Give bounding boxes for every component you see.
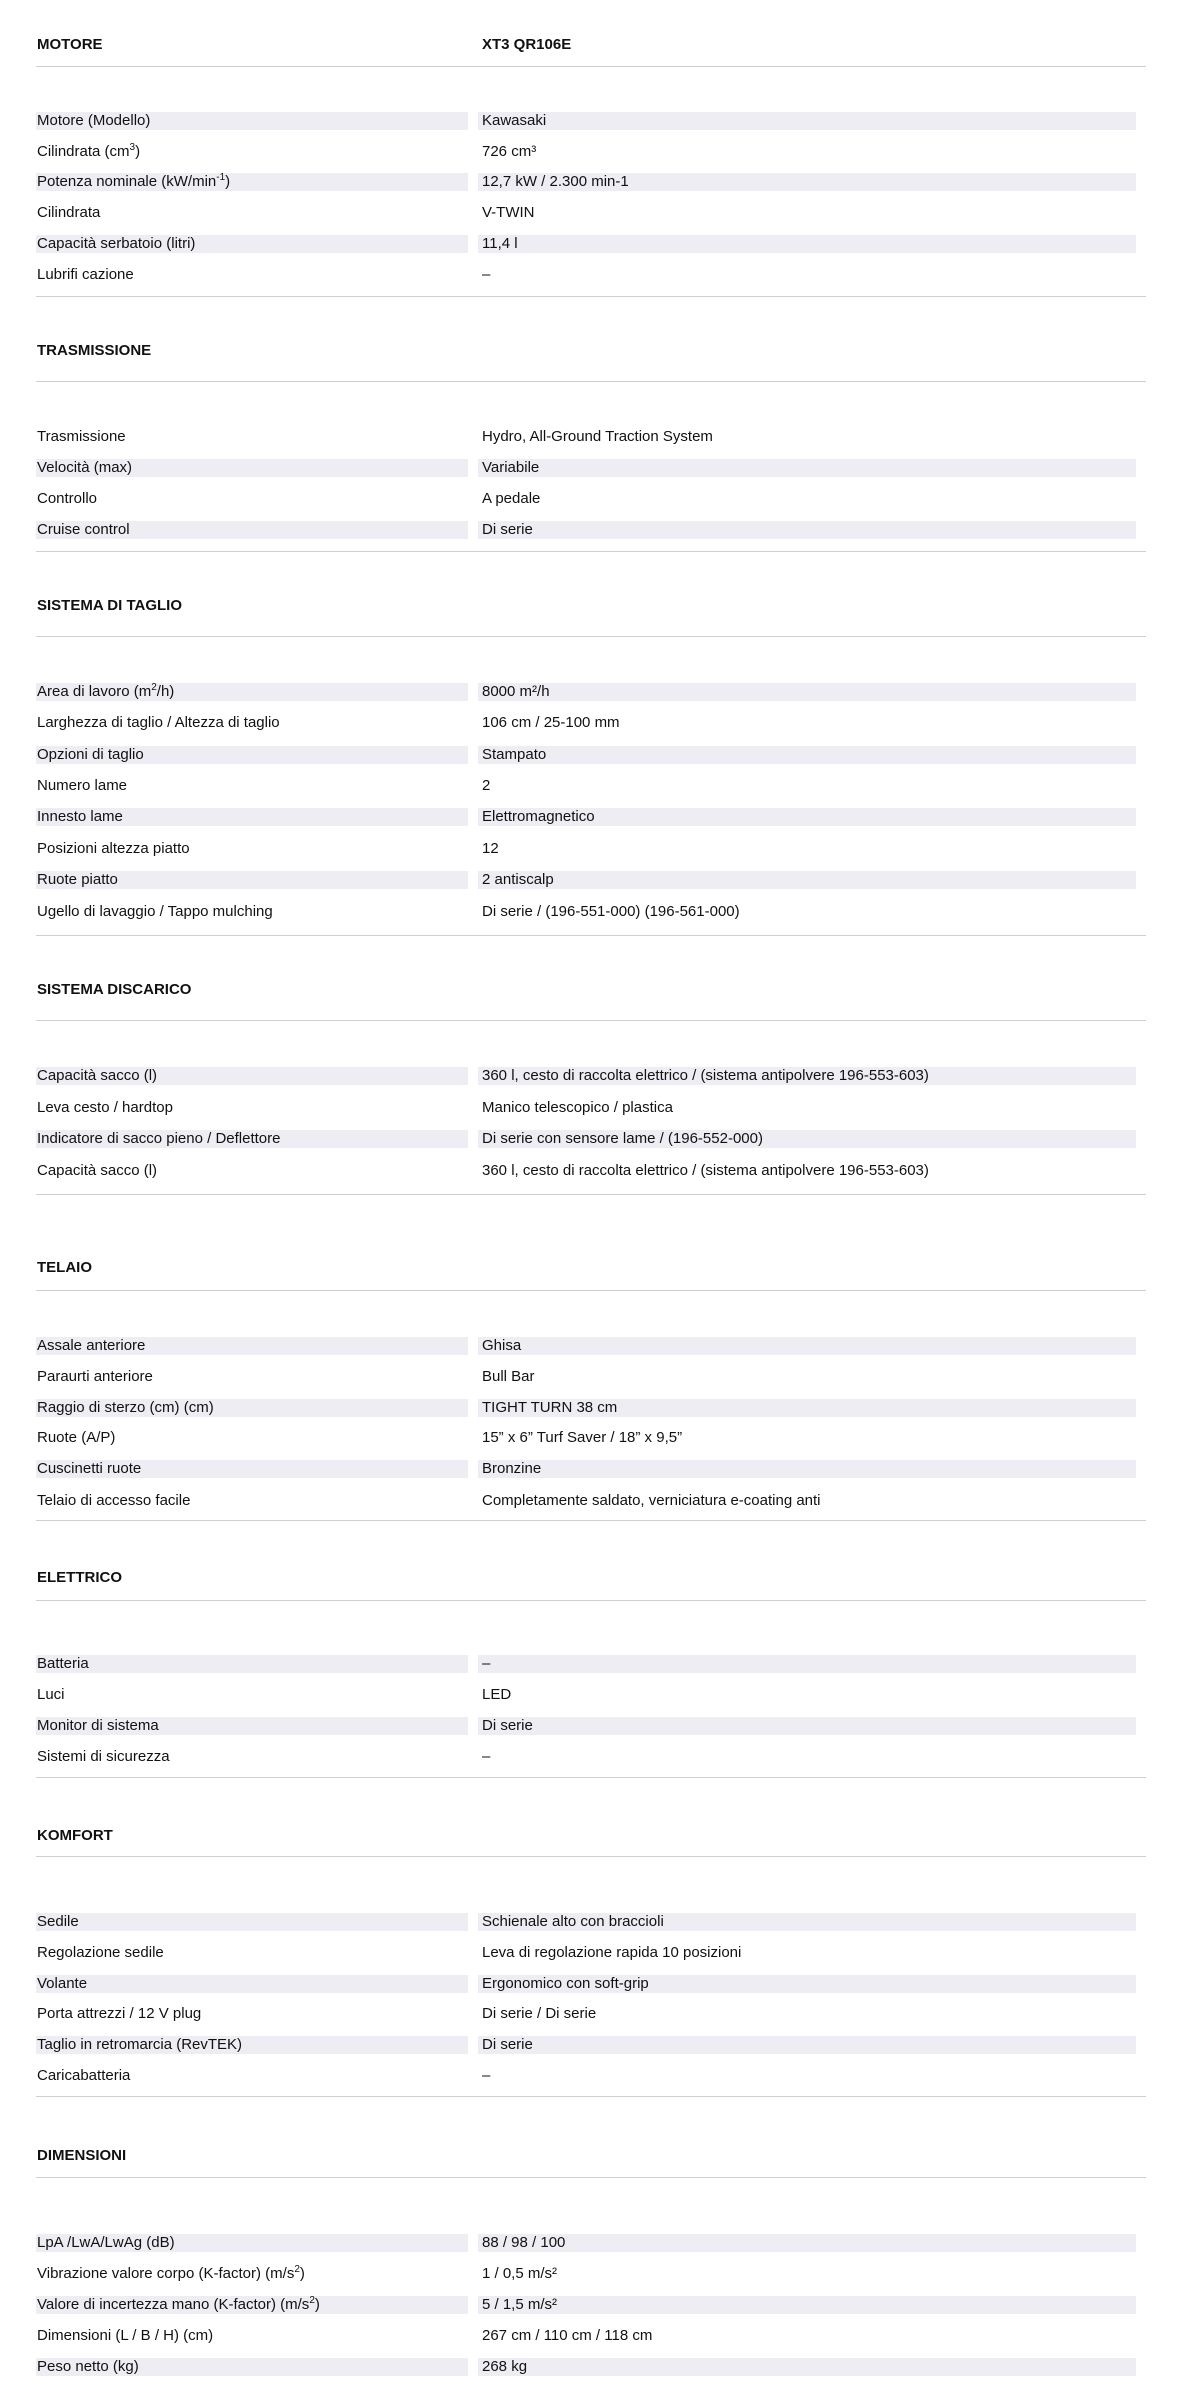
spec-value: Manico telescopico / plastica	[482, 1099, 673, 1116]
spec-label: Valore di incertezza mano (K-factor) $(m/s^2)$	[37, 2295, 320, 2313]
section-header-elettrico	[0, 1567, 1200, 1607]
spec-row	[0, 838, 1200, 860]
spec-value: –	[482, 2067, 491, 2084]
divider	[36, 1020, 1146, 1021]
model-name: XT3 QR106E	[482, 36, 572, 53]
section-title: TELAIO	[37, 1259, 92, 1276]
row-shade	[478, 521, 1136, 539]
divider	[36, 1520, 1146, 1521]
spec-row	[0, 2003, 1200, 2025]
section-title: ELETTRICO	[37, 1569, 122, 1586]
spec-row	[0, 681, 1200, 703]
spec-label: Lubrifi cazione	[37, 266, 134, 283]
row-shade	[478, 2036, 1136, 2054]
row-shade	[36, 1655, 468, 1673]
spec-label: Ugello di lavaggio / Tappo mulching	[37, 903, 273, 920]
spec-row	[0, 1458, 1200, 1480]
spec-value: 360 l, cesto di raccolta elettrico / (sistema antipolvere 196-553-603)	[482, 1162, 929, 1179]
spec-value: Variabile	[482, 459, 540, 476]
spec-value: Hydro, All-Ground Traction System	[482, 428, 713, 445]
spec-value: 88 / 98 / 100	[482, 2234, 566, 2251]
row-shade	[478, 1337, 1136, 1355]
divider	[36, 296, 1146, 297]
row-shade	[478, 1460, 1136, 1478]
spec-label: Regolazione sedile	[37, 1944, 164, 1961]
spec-value: Schienale alto con braccioli	[482, 1913, 664, 1930]
spec-label: Indicatore di sacco pieno / Deflettore	[37, 1130, 281, 1147]
spec-row	[0, 1973, 1200, 1995]
spec-value: Di serie	[482, 2036, 533, 2053]
row-shade	[36, 1975, 468, 1993]
spec-value: TIGHT TURN 38 cm	[482, 1399, 618, 1416]
spec-label: Velocità (max)	[37, 459, 133, 476]
spec-label: Area di lavoro $(m^2/h)$	[37, 682, 175, 700]
spec-value: 8000 m²/h	[482, 683, 550, 700]
spec-label: Monitor di sistema	[37, 1717, 159, 1734]
row-shade	[478, 2358, 1136, 2376]
section-header-trasmissione	[0, 340, 1200, 380]
row-shade	[478, 2234, 1136, 2252]
spec-row	[0, 488, 1200, 510]
spec-row	[0, 1715, 1200, 1737]
spec-row	[0, 1097, 1200, 1119]
spec-value: Di serie	[482, 1717, 533, 1734]
spec-label: Capacità sacco (l)	[37, 1067, 158, 1084]
spec-label: Cruise control	[37, 521, 130, 538]
spec-label: Batteria	[37, 1655, 89, 1672]
spec-row	[0, 1911, 1200, 1933]
spec-label: Raggio di sterzo (cm) (cm)	[37, 1399, 214, 1416]
divider	[36, 636, 1146, 637]
divider	[36, 935, 1146, 936]
spec-label: Ruote (A/P)	[37, 1429, 116, 1446]
spec-value: Kawasaki	[482, 112, 547, 129]
section-title: SISTEMA DI TAGLIO	[37, 597, 182, 614]
spec-row	[0, 519, 1200, 541]
spec-label: Innesto lame	[37, 808, 123, 825]
divider	[36, 2177, 1146, 2178]
spec-value: Di serie	[482, 521, 533, 538]
spec-value: 15” x 6” Turf Saver / 18” x 9,5”	[482, 1429, 683, 1446]
section-header-komfort	[0, 1825, 1200, 1865]
section-header-dimensioni	[0, 2145, 1200, 2185]
section-header-motore	[0, 34, 1200, 74]
spec-row	[0, 233, 1200, 255]
spec-value: 2	[482, 777, 491, 794]
row-shade	[478, 1655, 1136, 1673]
spec-label: Sedile	[37, 1913, 79, 1930]
spec-label: Opzioni di taglio	[37, 746, 144, 763]
spec-label: Cuscinetti ruote	[37, 1460, 142, 1477]
row-shade	[478, 2296, 1136, 2314]
spec-row	[0, 744, 1200, 766]
divider	[36, 2096, 1146, 2097]
spec-row	[0, 1427, 1200, 1449]
spec-label: Capacità sacco (l)	[37, 1162, 158, 1179]
spec-label: Porta attrezzi / 12 V plug	[37, 2005, 202, 2022]
spec-value: Di serie / (196-551-000) (196-561-000)	[482, 903, 740, 920]
spec-label: Potenza nominale $(kW/\min^{-1})$	[37, 172, 231, 190]
spec-row	[0, 2325, 1200, 2347]
spec-row	[0, 901, 1200, 923]
spec-label: Paraurti anteriore	[37, 1368, 153, 1385]
spec-label: Sistemi di sicurezza	[37, 1748, 170, 1765]
row-shade	[478, 871, 1136, 889]
spec-row	[0, 1653, 1200, 1675]
spec-label: Motore (Modello)	[37, 112, 151, 129]
spec-row	[0, 806, 1200, 828]
section-title: DIMENSIONI	[37, 2147, 127, 2164]
spec-label: Ruote piatto	[37, 871, 118, 888]
spec-label: Caricabatteria	[37, 2067, 131, 2084]
spec-label: Dimensioni (L / B / H) (cm)	[37, 2327, 214, 2344]
spec-row	[0, 1366, 1200, 1388]
spec-label: Taglio in retromarcia (RevTEK)	[37, 2036, 243, 2053]
spec-value: 12,7 kW / 2.300 min-1	[482, 173, 629, 190]
spec-value: 267 cm / 110 cm / 118 cm	[482, 2327, 653, 2344]
spec-row	[0, 775, 1200, 797]
spec-label: Trasmissione	[37, 428, 126, 445]
spec-label: Luci	[37, 1686, 65, 1703]
spec-value: Ergonomico con soft-grip	[482, 1975, 649, 1992]
section-title: KOMFORT	[37, 1827, 113, 1844]
spec-row	[0, 1128, 1200, 1150]
spec-row	[0, 2232, 1200, 2254]
row-shade	[36, 1913, 468, 1931]
row-shade	[478, 112, 1136, 130]
spec-value: Stampato	[482, 746, 547, 763]
spec-row	[0, 1942, 1200, 1964]
spec-label: Assale anteriore	[37, 1337, 146, 1354]
row-shade	[478, 683, 1136, 701]
spec-value: A pedale	[482, 490, 541, 507]
spec-value: 2 antiscalp	[482, 871, 554, 888]
spec-value: Elettromagnetico	[482, 808, 595, 825]
spec-label: Larghezza di taglio / Altezza di taglio	[37, 714, 280, 731]
spec-row	[0, 1397, 1200, 1419]
spec-row	[0, 712, 1200, 734]
row-shade	[478, 459, 1136, 477]
spec-row	[0, 2294, 1200, 2316]
spec-label: Controllo	[37, 490, 98, 507]
spec-row	[0, 1746, 1200, 1768]
spec-value: Leva di regolazione rapida 10 posizioni	[482, 1944, 742, 1961]
section-title: SISTEMA DISCARICO	[37, 981, 192, 998]
spec-label: Capacità serbatoio (litri)	[37, 235, 196, 252]
spec-value: –	[482, 266, 491, 283]
spec-label: Cilindrata	[37, 204, 101, 221]
section-header-telaio	[0, 1257, 1200, 1297]
spec-value: 106 cm / 25-100 mm	[482, 714, 620, 731]
spec-row	[0, 110, 1200, 132]
spec-value: LED	[482, 1686, 512, 1703]
spec-label: Posizioni altezza piatto	[37, 840, 190, 857]
spec-label: Peso netto (kg)	[37, 2358, 139, 2375]
spec-row	[0, 2263, 1200, 2285]
spec-value: 5 / 1,5 m/s²	[482, 2296, 558, 2313]
spec-row	[0, 1065, 1200, 1087]
section-header-sistema-discarico	[0, 979, 1200, 1019]
spec-value: Bull Bar	[482, 1368, 535, 1385]
spec-row	[0, 1160, 1200, 1182]
spec-value: Bronzine	[482, 1460, 542, 1477]
spec-value: Di serie / Di serie	[482, 2005, 597, 2022]
spec-value: 1 / 0,5 m/s²	[482, 2265, 558, 2282]
spec-value: Ghisa	[482, 1337, 522, 1354]
section-header-sistema-di-taglio	[0, 595, 1200, 635]
spec-row	[0, 2065, 1200, 2087]
spec-label: LpA /LwA/LwAg (dB)	[37, 2234, 175, 2251]
spec-label: Cilindrata $(cm^3)$	[37, 142, 141, 160]
spec-label: Leva cesto / hardtop	[37, 1099, 173, 1116]
section-title: TRASMISSIONE	[37, 342, 152, 359]
spec-row	[0, 141, 1200, 163]
spec-value: 12	[482, 840, 499, 857]
divider	[36, 1777, 1146, 1778]
divider	[36, 1194, 1146, 1195]
spec-row	[0, 2034, 1200, 2056]
spec-value: 268 kg	[482, 2358, 528, 2375]
spec-value: V-TWIN	[482, 204, 535, 221]
divider	[36, 1600, 1146, 1601]
spec-row	[0, 2356, 1200, 2378]
divider	[36, 1290, 1146, 1291]
spec-value: –	[482, 1748, 491, 1765]
spec-row	[0, 171, 1200, 193]
spec-label: Telaio di accesso facile	[37, 1492, 191, 1509]
divider	[36, 381, 1146, 382]
spec-value: Di serie con sensore lame / (196-552-000)	[482, 1130, 763, 1147]
spec-value: 11,4 l	[482, 235, 518, 252]
spec-row	[0, 264, 1200, 286]
row-shade	[478, 746, 1136, 764]
spec-row	[0, 426, 1200, 448]
spec-label: Volante	[37, 1975, 88, 1992]
spec-value: –	[482, 1655, 491, 1672]
spec-value: 726 cm³	[482, 143, 537, 160]
spec-row	[0, 1335, 1200, 1357]
divider	[36, 1856, 1146, 1857]
spec-value: Completamente saldato, verniciatura e-coating anti	[482, 1492, 821, 1509]
row-shade	[478, 1717, 1136, 1735]
spec-row	[0, 1490, 1200, 1512]
spec-value: 360 l, cesto di raccolta elettrico / (sistema antipolvere 196-553-603)	[482, 1067, 929, 1084]
divider	[36, 551, 1146, 552]
divider	[36, 66, 1146, 67]
spec-label: Vibrazione valore corpo (K-factor) $(m/s^2)$	[37, 2264, 305, 2282]
spec-label: Numero lame	[37, 777, 128, 794]
spec-row	[0, 869, 1200, 891]
spec-row	[0, 457, 1200, 479]
section-title: MOTORE	[37, 36, 103, 53]
spec-row	[0, 1684, 1200, 1706]
row-shade	[478, 235, 1136, 253]
spec-row	[0, 202, 1200, 224]
